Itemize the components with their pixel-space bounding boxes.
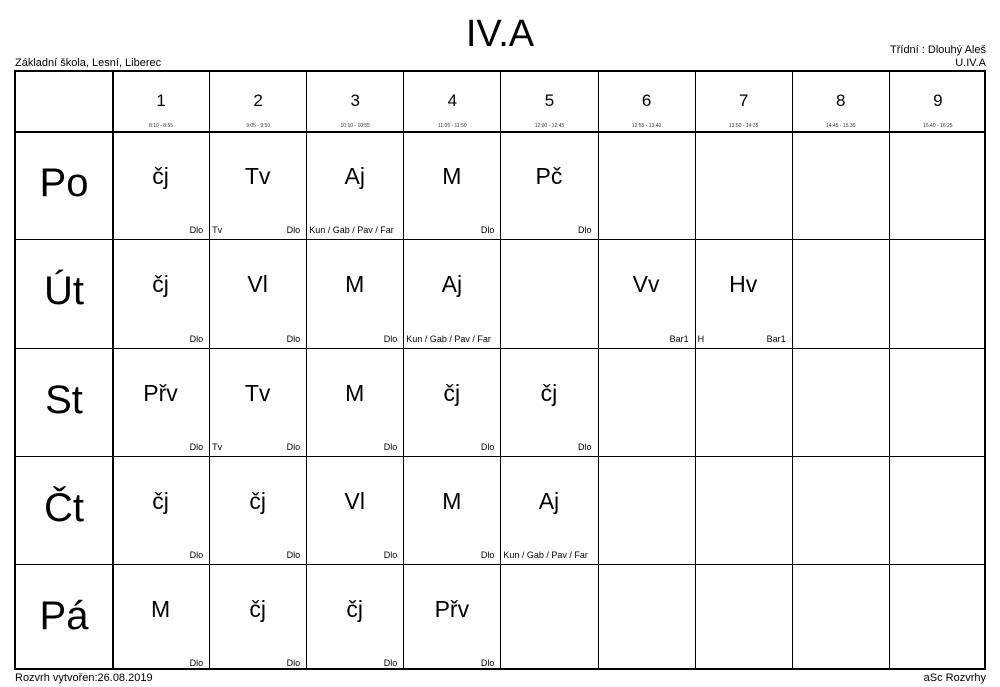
lesson-cell (500, 348, 597, 456)
lesson-cell (112, 564, 209, 672)
lesson-subject: čj (540, 379, 558, 406)
lesson-room: Dlo (480, 441, 495, 452)
lesson-subject: Přv (434, 596, 470, 623)
lesson-room: Bar1 (669, 333, 689, 344)
lesson-cell (209, 348, 306, 456)
lesson-cell (500, 131, 597, 239)
lesson-subject: Tv (244, 163, 271, 189)
class-code: U.IV.A (955, 57, 986, 69)
lesson-room: Dlo (286, 550, 301, 561)
lesson-subject: Vv (632, 271, 660, 298)
class-teacher: Třídní : Dlouhý Aleš (890, 44, 986, 56)
lesson-room: Dlo (189, 333, 204, 344)
lesson-group: H (697, 333, 705, 344)
period-number: 9 (933, 91, 943, 110)
timetable-grid (14, 70, 986, 670)
lesson-cell (403, 456, 500, 564)
lesson-subject: Vl (344, 487, 365, 514)
lesson-room: Dlo (577, 441, 592, 452)
period-number: 2 (253, 91, 263, 110)
lesson-cell (209, 131, 306, 239)
lesson-cell (306, 564, 403, 672)
lesson-cell (306, 239, 403, 347)
lesson-cell (695, 239, 792, 347)
period-header (209, 72, 306, 131)
lesson-group: Kun / Gab / Pav / Far (406, 333, 491, 344)
lesson-cell (500, 456, 597, 564)
lesson-room: Dlo (480, 550, 495, 561)
lesson-cell (403, 564, 500, 672)
period-header (598, 72, 695, 131)
day-label: Pá (39, 594, 89, 639)
period-time: 8:10 - 8:55 (149, 123, 173, 129)
period-time: 14:45 - 15:30 (826, 123, 856, 129)
period-number: 6 (641, 91, 652, 110)
lesson-room: Dlo (577, 225, 592, 236)
period-time: 11:05 - 11:50 (437, 123, 467, 129)
lesson-cell (598, 239, 695, 347)
lesson-room: Dlo (383, 441, 398, 452)
column-divider (598, 72, 599, 668)
lesson-room: Dlo (189, 441, 204, 452)
school-name: Základní škola, Lesní, Liberec (15, 57, 162, 69)
lesson-cell (112, 239, 209, 347)
lesson-group: Kun / Gab / Pav / Far (503, 550, 588, 561)
lesson-subject: čj (152, 271, 169, 298)
lesson-subject: čj (249, 596, 266, 623)
software-credit: aSc Rozvrhy (923, 672, 986, 684)
day-label: Út (44, 269, 84, 314)
period-header (695, 72, 792, 131)
lesson-cell (112, 456, 209, 564)
period-time: 12:55 - 13:40 (631, 123, 662, 129)
lesson-room: Dlo (286, 333, 301, 344)
lesson-subject: Přv (143, 379, 178, 406)
column-divider (695, 72, 696, 668)
lesson-subject: M (442, 163, 462, 189)
lesson-subject: Aj (441, 271, 463, 298)
lesson-room: Dlo (383, 658, 398, 669)
lesson-cell (403, 239, 500, 347)
lesson-room: Dlo (480, 658, 495, 669)
lesson-room: Dlo (189, 225, 204, 236)
period-header (112, 72, 209, 131)
lesson-subject: Aj (344, 163, 365, 189)
lesson-cell (306, 456, 403, 564)
lesson-cell (306, 348, 403, 456)
period-number: 7 (738, 91, 749, 110)
lesson-cell (112, 348, 209, 456)
period-time: 12:00 - 12:45 (534, 123, 565, 129)
lesson-subject: čj (443, 379, 461, 406)
lesson-room: Dlo (189, 658, 204, 669)
day-label: St (45, 377, 83, 422)
period-time: 13:50 - 14:35 (728, 123, 759, 129)
lesson-cell (112, 131, 209, 239)
period-header (792, 72, 889, 131)
lesson-cell (403, 348, 500, 456)
period-time: 15:40 - 16:25 (923, 123, 953, 129)
created-date: Rozvrh vytvořen:26.08.2019 (15, 672, 153, 684)
period-number: 8 (836, 91, 846, 110)
lesson-subject: Vl (247, 271, 268, 298)
period-header (306, 72, 403, 131)
lesson-cell (209, 456, 306, 564)
lesson-subject: M (345, 271, 365, 298)
lesson-room: Bar1 (766, 333, 786, 344)
day-label: Po (39, 161, 89, 205)
lesson-room: Dlo (480, 225, 495, 236)
lesson-group: Kun / Gab / Pav / Far (309, 225, 394, 236)
period-number: 4 (447, 91, 458, 110)
period-time: 10:10 - 10:55 (340, 123, 370, 129)
lesson-subject: Pč (535, 163, 563, 189)
lesson-subject: Aj (538, 487, 560, 514)
lesson-room: Dlo (383, 333, 398, 344)
column-divider (792, 72, 793, 668)
lesson-group: Tv (212, 441, 223, 452)
lesson-cell (209, 564, 306, 672)
page-title: IV.A (465, 13, 535, 55)
lesson-room: Dlo (286, 441, 301, 452)
lesson-room: Dlo (286, 225, 301, 236)
lesson-subject: čj (152, 163, 169, 189)
lesson-room: Dlo (383, 550, 398, 561)
period-header (403, 72, 500, 131)
period-number: 5 (544, 91, 555, 110)
lesson-cell (403, 131, 500, 239)
period-time: 9:05 - 9:50 (246, 123, 271, 129)
lesson-subject: Tv (244, 379, 271, 406)
lesson-room: Dlo (189, 550, 204, 561)
lesson-cell (306, 131, 403, 239)
lesson-subject: čj (152, 487, 169, 514)
period-number: 3 (350, 91, 360, 110)
lesson-cell (209, 239, 306, 347)
lesson-subject: M (150, 596, 171, 623)
lesson-subject: M (442, 487, 462, 514)
day-label: Čt (44, 485, 84, 530)
period-header (500, 72, 597, 131)
lesson-subject: čj (249, 487, 266, 514)
column-divider (889, 72, 890, 668)
lesson-room: Dlo (286, 658, 301, 669)
lesson-subject: Hv (729, 271, 758, 298)
lesson-subject: čj (346, 596, 364, 623)
period-number: 1 (156, 91, 166, 110)
lesson-group: Tv (212, 225, 223, 236)
period-header (889, 72, 986, 131)
lesson-subject: M (345, 379, 365, 406)
